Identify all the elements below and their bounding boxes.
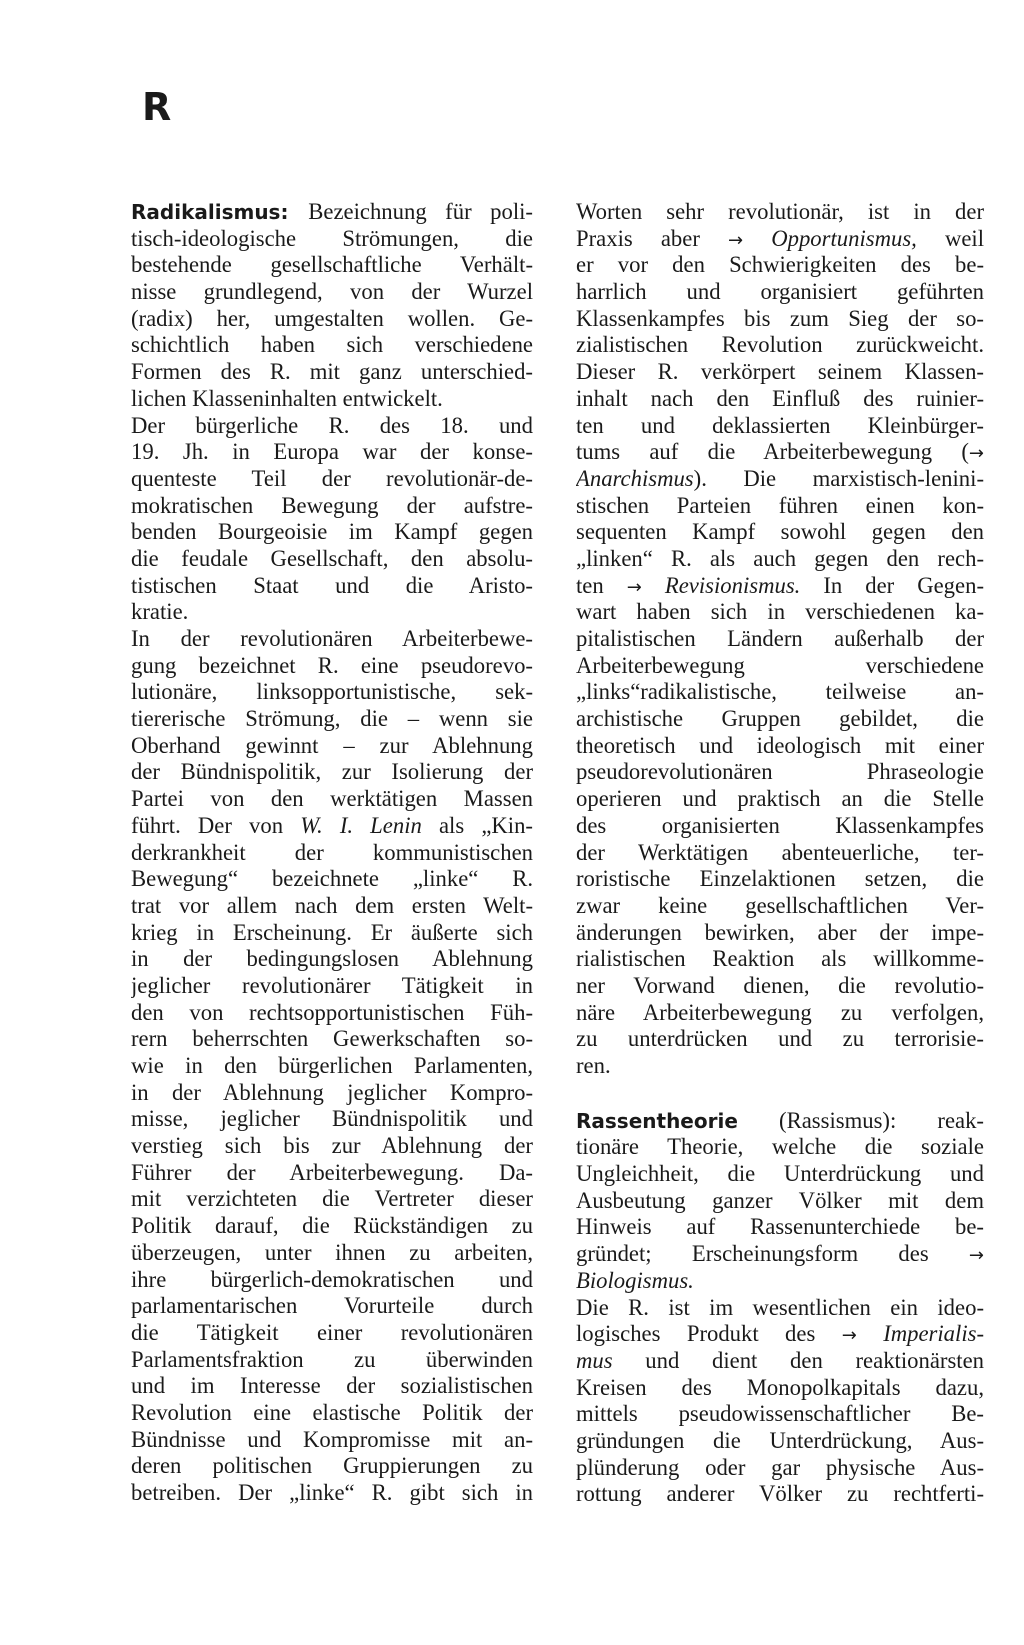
text-line: logisches Produkt des → Imperialis- <box>576 1321 984 1347</box>
text-line: parlamentarischen Vorurteile durch <box>131 1293 533 1319</box>
text-line: gung bezeichnet R. eine pseudorevo- <box>131 652 533 678</box>
left-column <box>131 199 533 1507</box>
text-line: mittels pseudowissenschaftlicher Be- <box>576 1401 984 1427</box>
text-line: zwar keine gesellschaftlichen Ver- <box>576 892 984 918</box>
text-line: wie in den bürgerlichen Parlamenten, <box>131 1053 533 1078</box>
text-line: sequenten Kampf sowohl gegen den <box>576 519 984 545</box>
text-line: mus und dient den reaktionärsten <box>576 1347 984 1373</box>
text-line: tums auf die Arbeiterbewegung (→ <box>576 439 984 465</box>
arrow-right-icon: → <box>626 576 642 598</box>
text-line: Partei von den werktätigen Massen <box>131 786 533 812</box>
text-line: pitalistischen Ländern außerhalb der <box>576 626 984 651</box>
text-line: quenteste Teil der revolutionär-de- <box>131 465 533 491</box>
text-line: Anarchismus). Die marxistisch-lenini- <box>576 465 984 491</box>
text-line: die Tätigkeit einer revolutionären <box>131 1319 533 1345</box>
text-line: In der revolutionären Arbeiterbewe- <box>131 626 533 651</box>
text-line: „linken“ R. als auch gegen den rech- <box>576 545 984 571</box>
text-line: Politik darauf, die Rückständigen zu <box>131 1213 533 1239</box>
entry-heading-rassentheorie: Rassentheorie <box>576 1108 738 1133</box>
arrow-right-icon: → <box>968 1245 984 1267</box>
cross-ref-anarchismus: Anarchismus <box>576 465 694 491</box>
text-line: Worten sehr revolutionär, ist in der <box>576 199 984 224</box>
text-line: operieren und praktisch an die Stelle <box>576 786 984 812</box>
text-line: Der bürgerliche R. des 18. und <box>131 412 533 438</box>
text-line: verstieg sich bis zur Ablehnung der <box>131 1133 533 1159</box>
text-line: krieg in Erscheinung. Er äußerte sich <box>131 919 533 945</box>
text-line: (radix) her, umgestalten wollen. Ge- <box>131 305 533 331</box>
text-line: mit verzichteten die Vertreter dieser <box>131 1186 533 1212</box>
text-line: Klassenkampfes bis zum Sieg der so- <box>576 305 984 331</box>
cross-ref-lenin: W. I. Lenin <box>300 812 422 838</box>
arrow-right-icon: → <box>841 1325 857 1347</box>
cross-ref-biologismus: Biologismus. <box>576 1267 694 1293</box>
entry-heading-radikalismus: Radikalismus: <box>131 200 309 224</box>
text-line: Parlamentsfraktion zu überwinden <box>131 1346 533 1372</box>
text-line: ren. <box>576 1053 611 1078</box>
text-line: benden Bourgeoisie im Kampf gegen <box>131 519 533 545</box>
text-line: kratie. <box>131 599 189 625</box>
text-line: schichtlich haben sich verschiedene <box>131 332 533 358</box>
text-line: Führer der Arbeiterbewegung. Da- <box>131 1159 533 1185</box>
text-line: tiererische Strömung, die – wenn sie <box>131 706 533 732</box>
text-line: Ausbeutung ganzer Völker mit dem <box>576 1187 984 1213</box>
text-line: harrlich und organisiert geführten <box>576 279 984 305</box>
text-line: ten → Revisionismus. In der Gegen- <box>576 572 984 598</box>
text-line: Rassentheorie (Rassismus): reak- <box>576 1107 984 1133</box>
text-line: tisch-ideologische Strömungen, die <box>131 225 533 251</box>
text-line: zu unterdrücken und zu terrorisie- <box>576 1026 984 1052</box>
text-line: rottung anderer Völker zu rechtferti- <box>576 1481 984 1507</box>
text-line: der Werktätigen abenteuerliche, ter- <box>576 839 984 865</box>
text-line: inhalt nach den Einfluß des ruinier- <box>576 385 984 411</box>
text-line: roristische Einzelaktionen setzen, die <box>576 866 984 892</box>
text-line: Radikalismus: Bezeichnung für poli- <box>131 199 533 224</box>
text-line: des organisierten Klassenkampfes <box>576 812 984 838</box>
text-line: ten und deklassierten Kleinbürger- <box>576 412 984 438</box>
text-line: Revolution eine elastische Politik der <box>131 1399 533 1425</box>
text-line: betreiben. Der „linke“ R. gibt sich in <box>131 1480 533 1505</box>
text-line: Bündnisse und Kompromisse mit an- <box>131 1426 533 1452</box>
text-line: Dieser R. verkörpert seinem Klassen- <box>576 359 984 385</box>
text-line: misse, jeglicher Bündnispolitik und <box>131 1106 533 1132</box>
text-line: „links“radikalistische, teilweise an- <box>576 679 984 705</box>
text-line: plünderung oder gar physische Aus- <box>576 1454 984 1480</box>
text-line: näre Arbeiterbewegung zu verfolgen, <box>576 999 984 1025</box>
text-line: gründungen die Unterdrückung, Aus- <box>576 1427 984 1453</box>
text-line: Oberhand gewinnt – zur Ablehnung <box>131 732 533 758</box>
text-line: führt. Der von W. I. Lenin als „Kin- <box>131 812 533 838</box>
cross-ref-opportunismus: Opportunismus, <box>771 225 917 251</box>
text-line: Bewegung“ bezeichnete „linke“ R. <box>131 866 533 892</box>
text-line: rialistischen Reaktion als willkomme- <box>576 946 984 972</box>
cross-ref-imperialismus: Imperialis- <box>883 1321 984 1347</box>
text-line: Arbeiterbewegung verschiedene <box>576 652 984 678</box>
text-line: 19. Jh. in Europa war der konse- <box>131 439 533 465</box>
text-line: Die R. ist im wesentlichen ein ideo- <box>576 1294 984 1320</box>
text-line: theoretisch und ideologisch mit einer <box>576 732 984 758</box>
text-line: Praxis aber → Opportunismus, weil <box>576 225 984 251</box>
section-letter: R <box>142 85 172 129</box>
text-line: den von rechtsopportunistischen Füh- <box>131 999 533 1025</box>
text-line: wart haben sich in verschiedenen ka- <box>576 599 984 625</box>
text-line: in der Ablehnung jeglicher Kompro- <box>131 1079 533 1105</box>
text-line: trat vor allem nach dem ersten Welt- <box>131 892 533 918</box>
text-line: tistischen Staat und die Aristo- <box>131 572 533 598</box>
text-line: ihre bürgerlich-demokratischen und <box>131 1266 533 1292</box>
text-line: in der bedingungslosen Ablehnung <box>131 946 533 972</box>
right-column <box>576 199 984 1508</box>
text-line: tionäre Theorie, welche die soziale <box>576 1134 984 1160</box>
cross-ref-imperialismus-cont: mus <box>576 1347 613 1373</box>
text-line: stischen Parteien führen einen kon- <box>576 492 984 518</box>
text-line: rern beherrschten Gewerkschaften so- <box>131 1026 533 1052</box>
text-line: und im Interesse der sozialistischen <box>131 1373 533 1399</box>
text-line: er vor den Schwierigkeiten des be- <box>576 252 984 278</box>
text-line: mokratischen Bewegung der aufstre- <box>131 492 533 518</box>
text-line: ner Vorwand dienen, die revolutio- <box>576 972 984 998</box>
arrow-right-icon: → <box>968 443 984 465</box>
text-line: archistische Gruppen gebildet, die <box>576 706 984 732</box>
text-line: gründet; Erscheinungsform des → <box>576 1241 984 1267</box>
text-line: Kreisen des Monopolkapitals dazu, <box>576 1374 984 1400</box>
text-line: lutionäre, linksopportunistische, sek- <box>131 679 533 705</box>
text-line: zialistischen Revolution zurückweicht. <box>576 332 984 358</box>
cross-ref-revisionismus: Revisionismus. <box>664 572 801 598</box>
text-line: Ungleichheit, die Unterdrückung und <box>576 1161 984 1187</box>
text-line: änderungen bewirken, aber der impe- <box>576 919 984 945</box>
text-line: Hinweis auf Rassenunterchiede be- <box>576 1214 984 1240</box>
text-line: überzeugen, unter ihnen zu arbeiten, <box>131 1239 533 1265</box>
text-line: die feudale Gesellschaft, den absolu- <box>131 545 533 571</box>
arrow-right-icon: → <box>728 229 744 251</box>
text-line: derkrankheit der kommunistischen <box>131 839 533 865</box>
text-line: der Bündnispolitik, zur Isolierung der <box>131 759 533 785</box>
text-line: jeglicher revolutionärer Tätigkeit in <box>131 972 533 998</box>
text-line <box>576 1268 984 1295</box>
text-line: deren politischen Gruppierungen zu <box>131 1453 533 1479</box>
text-line: Formen des R. mit ganz unterschied- <box>131 359 533 385</box>
text-line: nisse grundlegend, von der Wurzel <box>131 279 533 305</box>
text-line: lichen Klasseninhalten entwickelt. <box>131 385 443 411</box>
text-line: pseudorevolutionären Phraseologie <box>576 759 984 785</box>
text-line: bestehende gesellschaftliche Verhält- <box>131 252 533 278</box>
